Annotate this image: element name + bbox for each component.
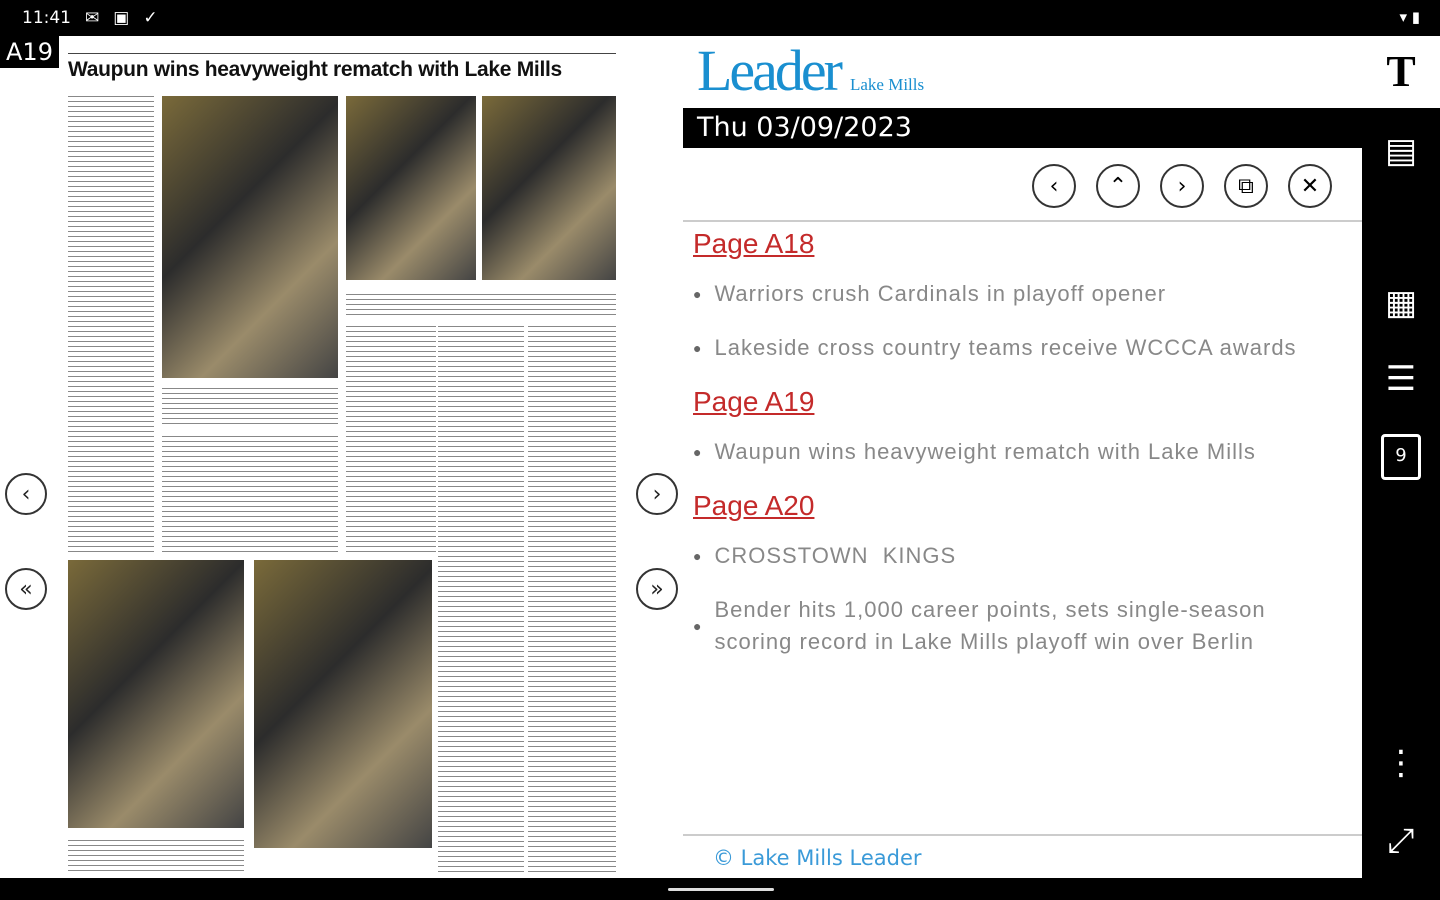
expand-icon[interactable]: ⧉ xyxy=(1224,164,1268,208)
article-link[interactable]: ● Lakeside cross country teams receive WCCCA awards xyxy=(693,332,1343,364)
first-page-button[interactable]: « xyxy=(5,568,47,610)
caption xyxy=(68,838,244,872)
right-toolbar xyxy=(1362,36,1440,878)
newspaper-page[interactable] xyxy=(62,42,618,876)
article-text xyxy=(528,324,616,872)
article-title: Waupun wins heavyweight rematch with Lake Mills xyxy=(714,439,1256,464)
mail-icon: ✉ xyxy=(85,8,100,28)
next-article-button[interactable]: › xyxy=(1160,164,1204,208)
logo-big: Leader xyxy=(697,38,840,103)
page-link-a19[interactable]: Page A19 xyxy=(693,386,815,417)
article-text xyxy=(438,324,524,872)
page-headline: Waupun wins heavyweight rematch with Lake Mills xyxy=(68,58,562,81)
copyright-footer[interactable]: © Lake Mills Leader xyxy=(713,846,922,870)
photo xyxy=(162,96,338,378)
photo xyxy=(482,96,616,280)
page-link-a20[interactable]: Page A20 xyxy=(693,490,815,521)
system-nav-bar xyxy=(0,878,1440,900)
article-link[interactable]: ● Warriors crush Cardinals in playoff opener xyxy=(693,278,1343,310)
previous-page-button[interactable]: ‹ xyxy=(5,473,47,515)
page-view-icon[interactable]: ▤ xyxy=(1384,131,1418,171)
article-link[interactable]: ● Waupun wins heavyweight rematch with Lake Mills xyxy=(693,436,1343,468)
close-button[interactable]: ✕ xyxy=(1288,164,1332,208)
list-icon[interactable]: ☰ xyxy=(1385,359,1417,399)
clock: 11:41 xyxy=(22,8,71,28)
page-label: A19 xyxy=(0,36,59,68)
status-bar xyxy=(0,0,1440,36)
logo xyxy=(697,40,924,102)
photo xyxy=(254,560,432,848)
issue-date: Thu 03/09/2023 xyxy=(683,108,1362,148)
previous-article-button[interactable]: ‹ xyxy=(1032,164,1076,208)
more-options-icon[interactable]: ⋮ xyxy=(1384,743,1418,783)
grid-icon[interactable]: ▦ xyxy=(1384,283,1418,323)
up-button[interactable]: ⌃ xyxy=(1096,164,1140,208)
article-title: Bender hits 1,000 career points, sets single-season scoring record in Lake Mills playoff win over Berlin xyxy=(714,597,1266,654)
logo-small: Lake Mills xyxy=(849,75,925,94)
caption xyxy=(162,386,338,426)
article-list-panel xyxy=(683,36,1362,878)
next-page-button[interactable]: › xyxy=(636,473,678,515)
caption xyxy=(346,292,616,316)
panel-toolbar xyxy=(1032,164,1332,208)
article-text xyxy=(68,94,154,554)
article-title: Warriors crush Cardinals in playoff opener xyxy=(714,281,1167,306)
calendar-icon[interactable]: 9 xyxy=(1381,434,1421,480)
image-icon: ▣ xyxy=(113,8,130,28)
photo xyxy=(68,560,244,828)
section-list xyxy=(693,226,1343,680)
article-link[interactable]: ● CROSSTOWN KINGS xyxy=(693,540,1343,572)
article-link[interactable]: ● Bender hits 1,000 career points, sets single-season scoring record in Lake Mills playoff win over Berlin xyxy=(693,594,1343,658)
home-handle[interactable] xyxy=(668,888,774,891)
text-view-button[interactable]: T xyxy=(1362,36,1440,108)
article-title: Lakeside cross country teams receive WCCCA awards xyxy=(714,335,1297,360)
divider xyxy=(683,220,1362,222)
article-text xyxy=(162,434,338,554)
last-page-button[interactable]: » xyxy=(636,568,678,610)
fullscreen-icon[interactable]: ⤢ xyxy=(1387,821,1415,861)
divider xyxy=(683,834,1362,836)
battery-wifi-icons: ▾ ▮ xyxy=(1399,8,1420,26)
article-title: CROSSTOWN KINGS xyxy=(714,543,957,568)
download-done-icon: ✓ xyxy=(143,8,158,28)
page-link-a18[interactable]: Page A18 xyxy=(693,228,815,259)
page-header-rule xyxy=(68,48,616,54)
photo xyxy=(346,96,476,280)
article-text xyxy=(346,324,436,554)
